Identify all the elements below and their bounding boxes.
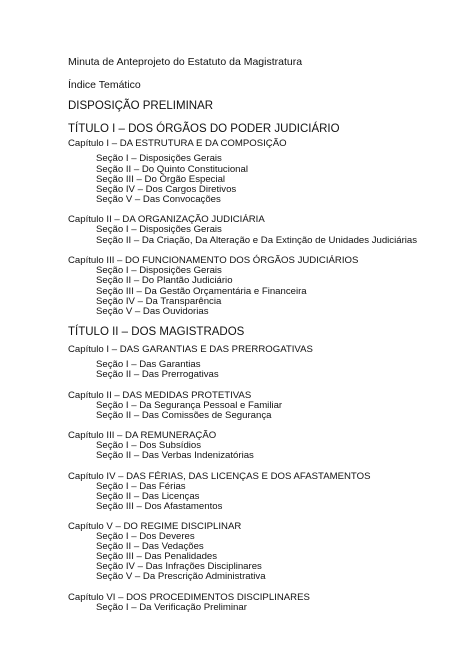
chapter-heading: Capítulo VI – DOS PROCEDIMENTOS DISCIPLINARES <box>68 592 310 603</box>
section-item: Seção I – Disposições Gerais <box>96 224 222 235</box>
chapter-heading: Capítulo III – DA REMUNERAÇÃO <box>68 430 217 441</box>
section-item: Seção I – Das Garantias <box>96 359 201 370</box>
section-item: Seção III – Do Órgão Especial <box>96 174 226 185</box>
section-item: Seção II – Da Criação, Da Alteração e Da Extinção de Unidades Judiciárias <box>96 235 418 246</box>
section-item: Seção I – Da Segurança Pessoal e Familiar <box>96 400 283 411</box>
chapter-heading: Capítulo I – DAS GARANTIAS E DAS PRERROGATIVAS <box>68 344 313 355</box>
chapter-heading: Capítulo II – DA ORGANIZAÇÃO JUDICIÁRIA <box>68 214 265 225</box>
chapter-heading: Capítulo II – DAS MEDIDAS PROTETIVAS <box>68 390 252 401</box>
section-item: Seção II – Do Plantão Judiciário <box>96 275 233 286</box>
section-item: Seção II – Das Licenças <box>96 491 200 502</box>
section-item: Seção II – Das Verbas Indenizatórias <box>96 450 254 461</box>
section-item: Seção I – Da Verificação Preliminar <box>96 602 247 613</box>
section-item: Seção V – Da Prescrição Administrativa <box>96 571 266 582</box>
section-item: Seção I – Das Férias <box>96 481 186 492</box>
section-item: Seção V – Das Convocações <box>96 194 221 205</box>
section-item: Seção III – Das Penalidades <box>96 551 218 562</box>
document-title: Minuta de Anteprojeto do Estatuto da Magistratura <box>68 56 303 68</box>
section-item: Seção II – Das Prerrogativas <box>96 369 219 380</box>
section-item: Seção II – Do Quinto Constitucional <box>96 164 248 175</box>
chapter-heading: Capítulo III – DO FUNCIONAMENTO DOS ÓRGÃOS JUDICIÁRIOS <box>68 255 359 266</box>
section-item: Seção I – Dos Subsídios <box>96 440 202 451</box>
title-heading: TÍTULO II – DOS MAGISTRADOS <box>68 326 245 338</box>
section-item: Seção II – Das Comissões de Segurança <box>96 410 272 421</box>
chapter-heading: Capítulo I – DA ESTRUTURA E DA COMPOSIÇÃO <box>68 138 287 149</box>
section-item: Seção IV – Das Infrações Disciplinares <box>96 561 262 572</box>
section-item: Seção I – Disposições Gerais <box>96 153 222 164</box>
section-item: Seção I – Dos Deveres <box>96 531 195 542</box>
section-item: Seção IV – Da Transparência <box>96 296 222 307</box>
title-heading: TÍTULO I – DOS ÓRGÃOS DO PODER JUDICIÁRIO <box>68 123 340 135</box>
index-label: Índice Temático <box>68 79 141 91</box>
chapter-heading: Capítulo IV – DAS FÉRIAS, DAS LICENÇAS E DOS AFASTAMENTOS <box>68 471 371 482</box>
section-item: Seção IV – Dos Cargos Diretivos <box>96 184 237 195</box>
section-item: Seção I – Disposições Gerais <box>96 265 222 276</box>
section-item: Seção III – Da Gestão Orçamentária e Financeira <box>96 286 307 297</box>
section-item: Seção V – Das Ouvidorias <box>96 306 209 317</box>
section-item: Seção III – Dos Afastamentos <box>96 501 223 512</box>
chapter-heading: Capítulo V – DO REGIME DISCIPLINAR <box>68 521 242 532</box>
section-item: Seção II – Das Vedações <box>96 541 204 552</box>
preliminary-heading: DISPOSIÇÃO PRELIMINAR <box>68 100 214 112</box>
